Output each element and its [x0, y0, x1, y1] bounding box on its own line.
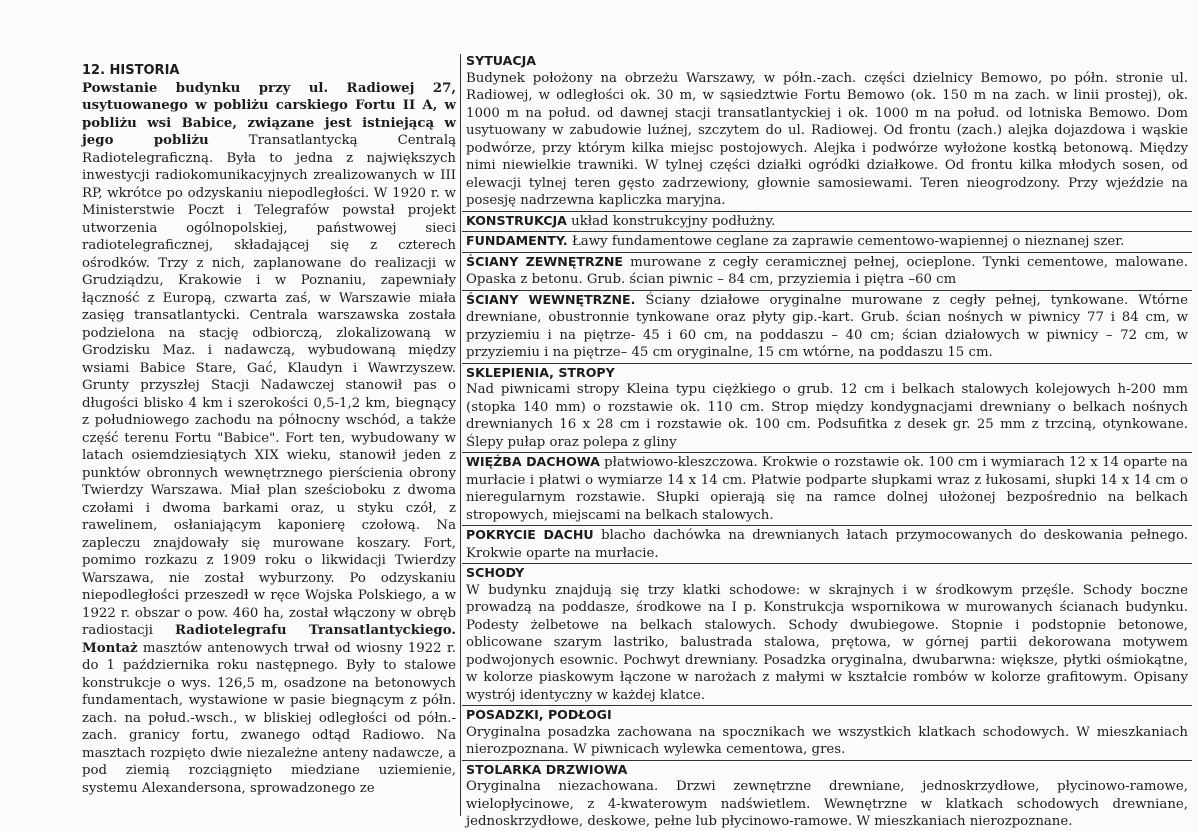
history-text-2: masztów antenowych trwał od wiosny 1922 r. do 1 października roku następnego. Były to stalowe konstrukcje o wys. 126,5 m, osadzone na betonowych fundamentach, wystawione w pasie biegnącym z półn. zach. na połud.-wsch., w bliskiej odległości od półn.-zach. granicy fortu, zwanego odtąd Radiowo. Na masztach rozpięto dwie niezależne anteny nadawcze, a pod ziemią rozciągnięto miedziane uziemienie, systemu Alexandersona, sprowadzonego ze — [82, 640, 456, 796]
fundamenty-lead: FUNDAMENTY. — [466, 233, 568, 248]
schody-text: W budynku znajdują się trzy klatki schodowe: w skrajnych i w środkowym przęśle. Schody boczne prowadzą na poddasze, środkowe na I p. Konstrukcja wspornikowa w murowanych ścianach budynku. Podesty żelbetowe na belkach stalowych. Schody dwubiegowe. Stopnie i podstopnie betonowe, oblicowane szarym lastriko, balustrada stalowa, prętowa, w górnej partii dekorowana motywem podwojonych esownic. Pochwyt drewniany. Posadzka oryginalna, dwubarwna: większe, płytki ośmiokątne, w kolorze piaskowym łączone w narożach z małymi w kształcie rombów w kolorze grafitowym. Opisany wystrój identyczny w każdej klatce. — [466, 582, 1188, 703]
section-stolarka — [466, 761, 1188, 831]
pokrycie-text: blacho dachówka na drewnianych łatach przymocowanych do deskowania pełnego. Krokwie oparte na murłacie. — [466, 528, 1188, 561]
stolarka-heading: STOLARKA DRZWIOWA — [466, 761, 628, 777]
section-posadzki — [466, 706, 1188, 759]
fundamenty-text: Ławy fundamentowe ceglane za zaprawie cementowo-wapiennej o nieznanej szer. — [567, 234, 1125, 249]
sklepienia-heading: SKLEPIENIA, STROPY — [466, 364, 615, 380]
pokrycie-lead: POKRYCIE DACHU — [466, 527, 594, 542]
section-sklepienia — [466, 364, 1188, 452]
section-fundamenty — [466, 232, 1188, 251]
sklepienia-text: Nad piwnicami stropy Kleina typu ciężkiego o grub. 12 cm i belkach stalowych kolejowych h-200 mm (stopka 140 mm) o rozstawie ok. 110 cm. Strop między kondygnacjami drewniany o belkach nośnych drewnianych 16 x 28 cm i rozstawie ok. 100 cm. Podsufitka z desek gr. 25 mm z trzciną, otynkowane. Ślepy pułap oraz polepa z gliny — [466, 382, 1188, 450]
section-konstrukcja — [466, 212, 1188, 231]
sytuacja-text: Budynek położony na obrzeżu Warszawy, w półn.-zach. części dzielnicy Bemowo, po półn. stronie ul. Radiowej, w odległości ok. 30 m, w sąsiedztwie Fortu Bemowo (ok. 150 m na zach. w linii prostej), ok. 1000 m na połud. od dawnej stacji transatlantyckiej i ok. 1000 m na połud. od lotniska Bemowo. Dom usytuowany w zabudowie luźnej, szczytem do ul. Radiowej. Od frontu (zach.) alejka dojazdowa i wąskie podwórze, przy którym kilka miejsc postojowych. Alejka i podwórze wyłożone kostką betonową. Między nimi niewielkie trawniki. W tylnej części działki ogródki działkowe. Od frontu kilka młodych sosen, od elewacji tylnej teren gęsto zadrzewiony, głownie samosiewami. Teren nieogrodzony. Przy wjeździe na posesję nadrzewna kapliczka maryjna. — [466, 70, 1188, 208]
wiezba-text: płatwiowo-kleszczowa. Krokwie o rozstawie ok. 100 cm i wymiarach 12 x 14 oparte na murłacie i płatwi o wymiarze 14 x 14 cm. Płatwie podparte słupkami wraz z łukosami, słupki 14 x 14 cm o nieregularnym rozstawie. Słupki opierają się na ramce dolnej ułożonej bezpośrednio na belkach stropowych, miejscami na belkach stalowych. — [466, 455, 1188, 523]
section-sciany-zewnetrzne — [466, 253, 1188, 289]
history-intro: Powstanie budynku przy ul. Radiowej 27, usytuowanego w pobliżu carskiego Fortu II A, w pobliżu wsi Babice, związane jest istniejącą w jego pobliżu — [82, 80, 456, 148]
section-wiezba — [466, 453, 1188, 524]
konstrukcja-text: układ konstrukcyjny podłużny. — [566, 213, 776, 229]
konstrukcja-lead: KONSTRUKCJA — [466, 212, 567, 228]
history-title: 12. HISTORIA — [82, 63, 180, 78]
sytuacja-heading: SYTUACJA — [466, 53, 537, 68]
section-schody — [466, 564, 1188, 704]
section-sytuacja — [466, 52, 1188, 210]
history-text — [82, 80, 456, 798]
column-divider — [460, 54, 461, 816]
sciany-zew-text: murowane z cegły ceramicznej pełnej, ocieplone. Tynki cementowe, malowane. Opaska z betonu. Grub. ścian piwnic – 84 cm, przyziemia i piętra –60 cm — [466, 254, 1188, 287]
history-text-1: Transatlantycką Centralą Radiotelegraficzną. Była to jedna z największych inwestycji radiokomunikacyjnych zrealizowanych w III RP, wkrótce po odzyskaniu niepodległości. W 1920 r. w Ministerstwie Poczt i Telegrafów powstał projekt utworzenia ogólnopolskiej, państwowej sieci radiotelegraficznej, składającej się z czterech ośrodków. Trzy z nich, zaplanowane do realizacji w Grudziądzu, Krakowie i w Poznaniu, zapewniały łączność z Europą, czwarta zaś, w Warszawie miała zasięg transatlantycki. Centrala warszawska została podzielona na stację odbiorczą, zlokalizowaną w Grodzisku Maz. i nadawczą, wybudowaną między wsiami Babice Stare, Gać, Klaudyn i Wawrzyszew. Grunty przyszłej Stacji Nadawczej stanowił pas o długości blisko 4 km i szerokości 0,5-1,2 km, biegnący z południowego zachodu na północny wschód, a także część terenu Fortu "Babice". Fort ten, wybudowany w latach osiemdziesiątych XIX wieku, stanowił jeden z punktów obronnych wewnętrznego pierścienia obrony Twierdzy Warszawa. Miał plan sześcioboku z dwoma czołami i dwoma barkami oraz, u styku czół, z rawelinem, osłaniającym kaponierę czołową. Na zapleczu znajdowały się murowane koszary. Fort, pomimo rozkazu z 1909 roku o likwidacji Twierdzy Warszawa, nie został wyburzony. Po odzyskaniu niepodległości przeszedł w ręce Wojska Polskiego, a w 1922 r. obszar o pow. 460 ha, został włączony w obręb radiostacji — [82, 133, 456, 638]
wiezba-lead: WIĘŹBA DACHOWA — [466, 454, 600, 469]
description-column — [466, 52, 1188, 831]
history-column — [82, 62, 456, 797]
sciany-wew-text: Ściany działowe oryginalne murowane z cegły pełnej, tynkowane. Wtórne drewniane, obustronnie tynkowane oraz płyty gip.-kart. Grub. ścian nośnych w piwnicy 77 i 84 cm, w przyziemiu i na piętrze- 45 i 60 cm, na poddaszu – 40 cm; ścian działowych w piwnicy – 72 cm, w przyziemiu i na piętrze– 45 cm oryginalne, 15 cm wtórne, na poddaszu 15 cm. — [466, 292, 1188, 360]
history-bold-2: Radiotelegrafu Transatlantyckiego. Montaż — [82, 623, 456, 656]
schody-heading: SCHODY — [466, 565, 525, 580]
posadzki-text: Oryginalna posadzka zachowana na spocznikach we wszystkich klatkach schodowych. W mieszkaniach nierozpoznana. W piwnicach wylewka cementowa, gres. — [466, 724, 1188, 757]
posadzki-heading: POSADZKI, PODŁOGI — [466, 707, 612, 722]
sciany-zew-lead: ŚCIANY ZEWNĘTRZNE — [466, 253, 623, 269]
sciany-wew-lead: ŚCIANY WEWNĘTRZNE. — [466, 291, 636, 307]
stolarka-text: Oryginalna niezachowana. Drzwi zewnętrzne drewniane, jednoskrzydłowe, płycinowo-ramowe, wielopłycinowe, z 4-kwaterowym nadświetlem. Wewnętrzne w klatkach schodowych drewniane, jednoskrzydłowe, deskowe, pełne lub płycinowo-ramowe. W mieszkaniach nierozpoznane. — [466, 779, 1188, 829]
section-sciany-wewnetrzne — [466, 291, 1188, 362]
section-pokrycie — [466, 526, 1188, 562]
